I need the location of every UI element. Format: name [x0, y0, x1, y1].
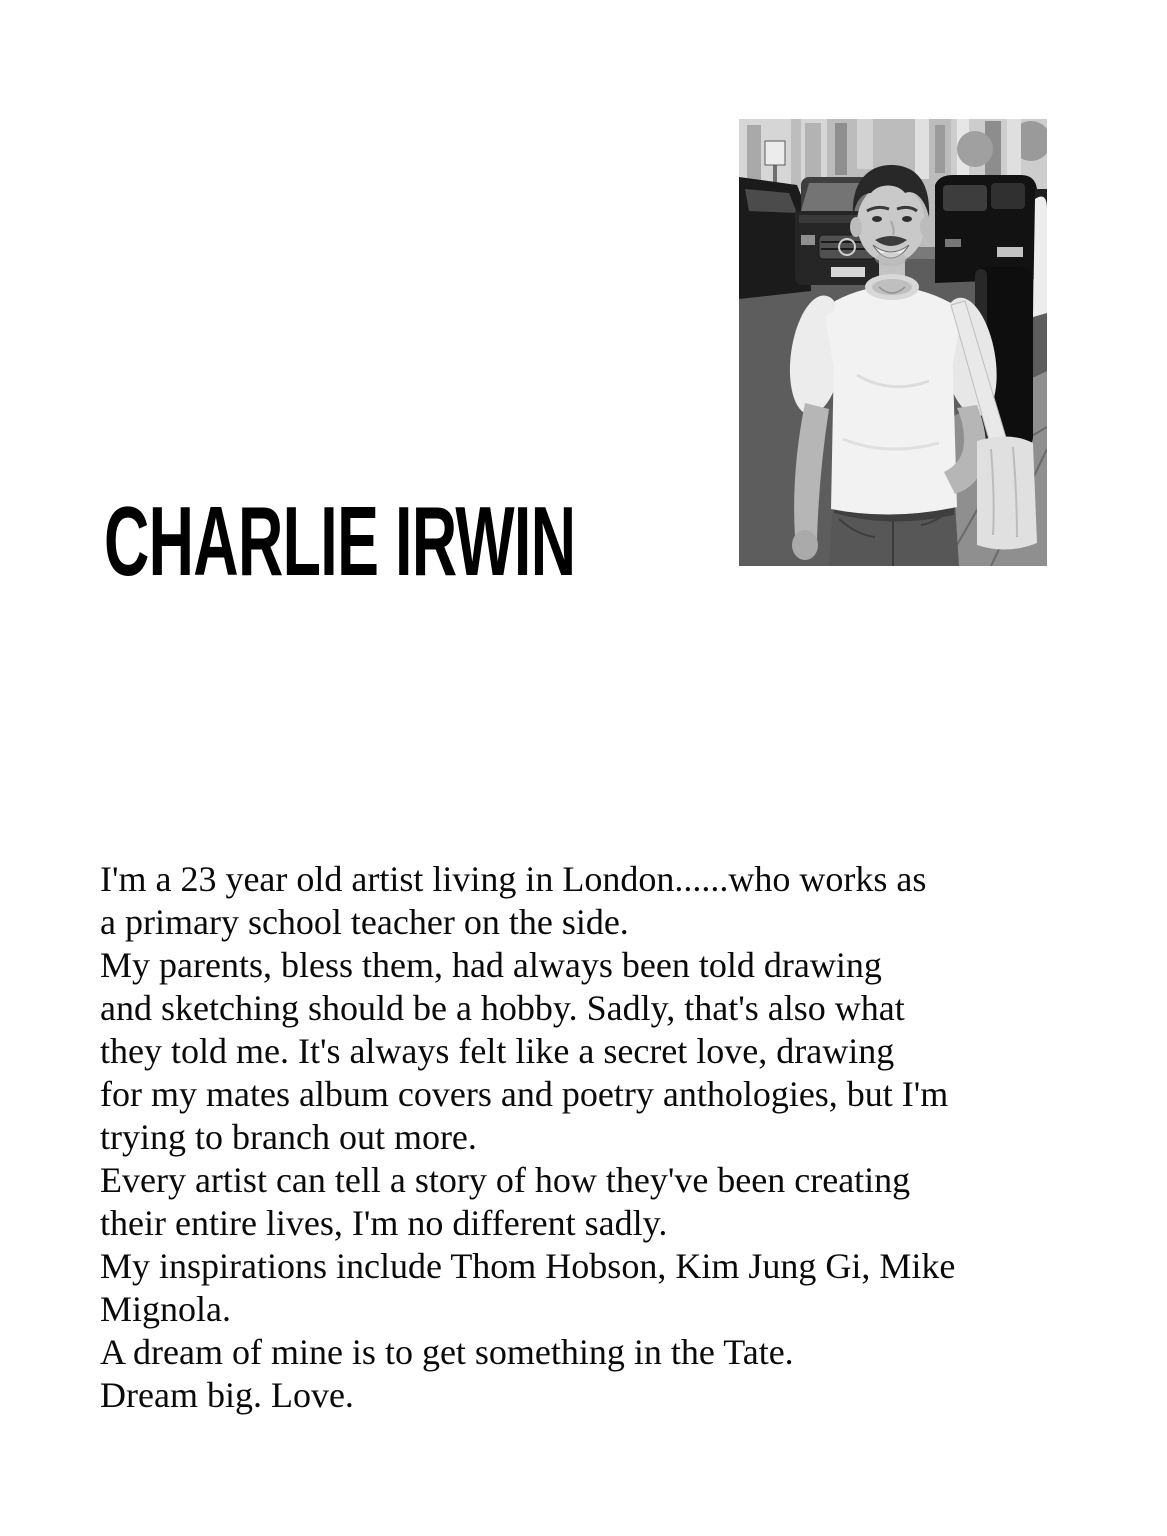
bio-line: trying to branch out more.: [100, 1117, 477, 1157]
left-ear: [850, 217, 862, 237]
street-sign: [765, 141, 785, 165]
bio-line: a primary school teacher on the side.: [100, 902, 629, 942]
right-eye: [902, 216, 912, 222]
left-hand: [792, 530, 818, 560]
bio-line: I'm a 23 year old artist living in London......who works as: [100, 859, 927, 899]
portrait-photo: [739, 119, 1047, 566]
bio-line: My parents, bless them, had always been told drawing: [100, 945, 882, 985]
bio-line: Dream big. Love.: [100, 1375, 354, 1415]
bio-line: their entire lives, I'm no different sadly.: [100, 1203, 668, 1243]
right-ear: [920, 217, 932, 237]
portrait-photo-image: [739, 119, 1047, 566]
bio-line: for my mates album covers and poetry anthologies, but I'm: [100, 1074, 949, 1114]
bio-line: and sketching should be a hobby. Sadly, that's also what: [100, 988, 905, 1028]
artist-name-title: CHARLIE IRWIN: [104, 486, 576, 596]
bio-line: A dream of mine is to get something in the Tate.: [100, 1332, 794, 1372]
bio-line: they told me. It's always felt like a secret love, drawing: [100, 1031, 895, 1071]
bio-line: Mignola.: [100, 1289, 231, 1329]
black-cab-right: [935, 175, 1039, 283]
license-plate: [831, 267, 865, 277]
pedestrian-partial: [1033, 197, 1047, 317]
bio-line: Every artist can tell a story of how they've been creating: [100, 1160, 911, 1200]
bio-line: My inspirations include Thom Hobson, Kim Jung Gi, Mike: [100, 1246, 956, 1286]
bio-text: [100, 858, 1100, 1417]
left-eye: [872, 216, 882, 222]
bag-body: [977, 436, 1037, 549]
